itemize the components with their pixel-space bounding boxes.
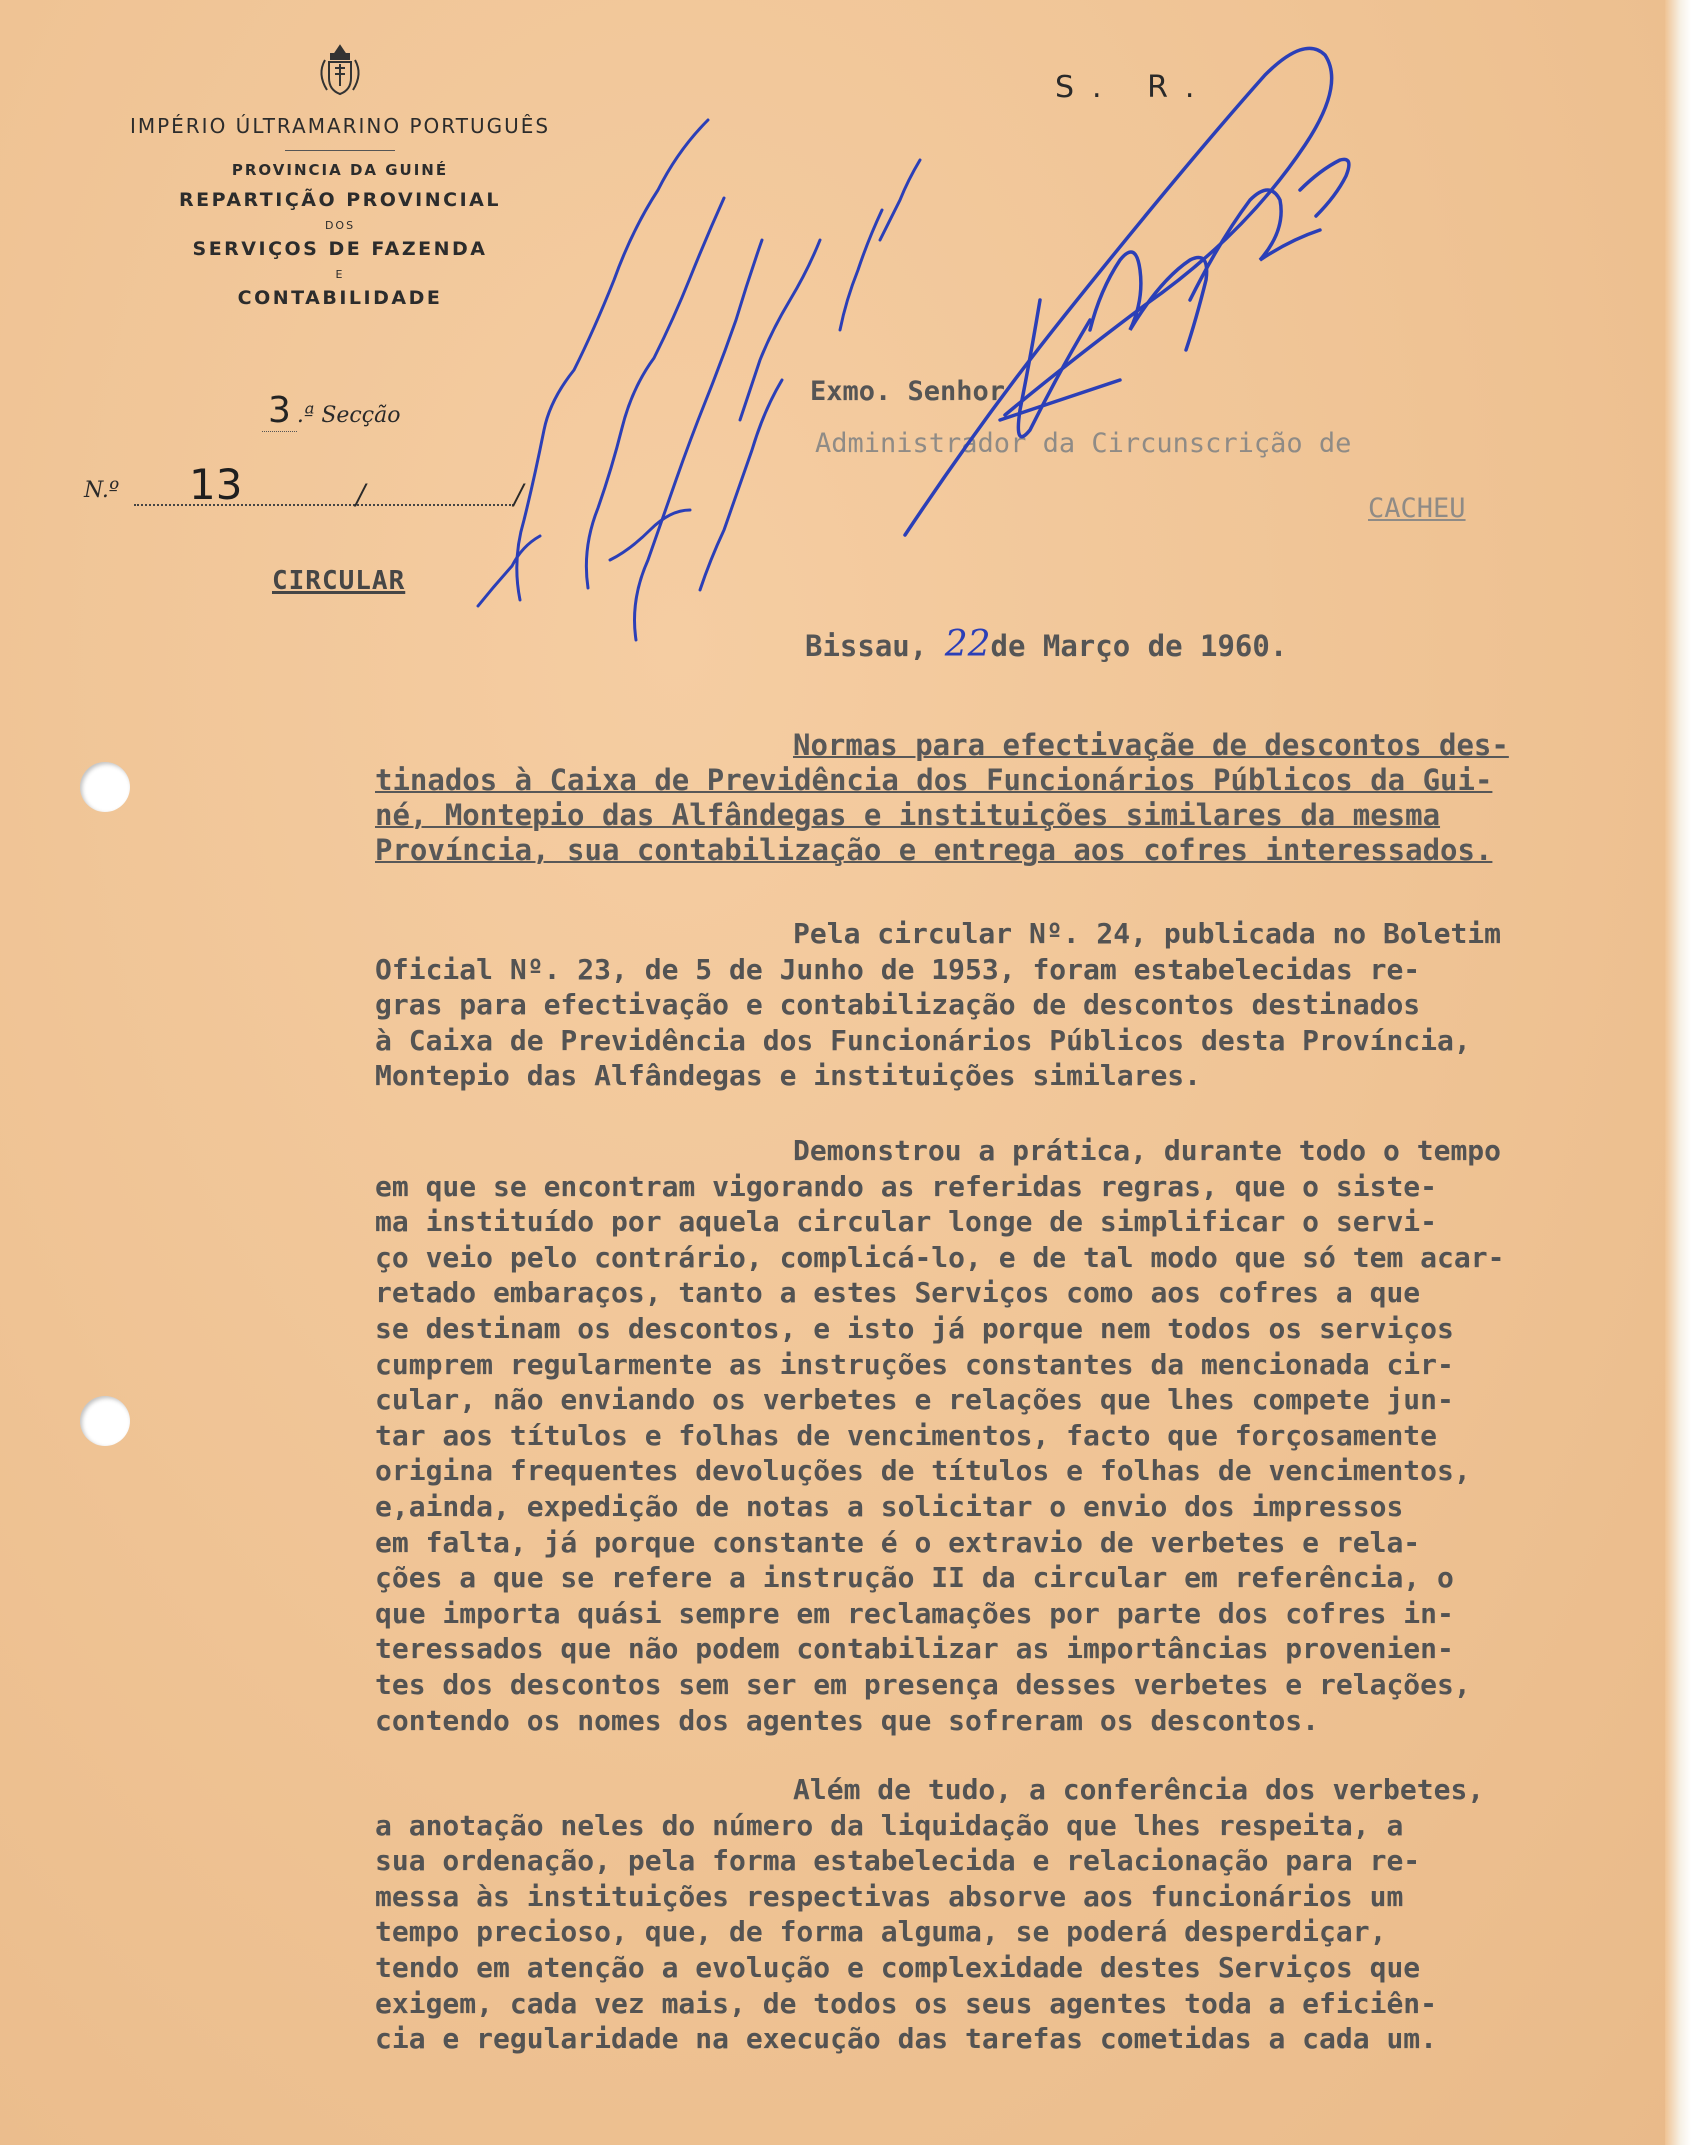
addressee-place: CACHEU (1368, 493, 1466, 524)
sr-mark: S. R. (1055, 70, 1213, 105)
paragraph-line: Além de tudo, a conferência dos verbetes, (793, 1773, 1485, 1806)
paragraph-line: que importa quási sempre em reclamações por parte dos cofres in- (375, 1596, 1454, 1630)
paragraph-line: origina frequentes devoluções de títulos e folhas de vencimentos, (375, 1454, 1471, 1488)
paragraph-line: gras para efectivação e contabilização de descontos destinados (375, 988, 1421, 1022)
date-place: Bissau, (805, 629, 928, 663)
letterhead (60, 40, 620, 309)
paragraph-line: e,ainda, expedição de notas a solicitar o envio dos impressos (375, 1489, 1404, 1523)
paragraph-line: Montepio das Alfândegas e instituições similares. (375, 1059, 1202, 1093)
paragraph-line: à Caixa de Previdência dos Funcionários Públicos desta Província, (375, 1023, 1471, 1057)
salutation: Exmo. Senhor (810, 376, 1006, 407)
subject-line: né, Montepio das Alfândegas e instituições similares da mesma (375, 798, 1441, 832)
punch-hole-top (80, 762, 130, 812)
section-number: 3 (262, 390, 297, 432)
paragraph-line: tendo em atenção a evolução e complexidade destes Serviços que (375, 1950, 1421, 1984)
paragraph-line: messa às instituições respectivas absorve aos funcionários um (375, 1879, 1404, 1913)
section-field (262, 390, 400, 431)
department-line-2: DOS (324, 219, 356, 232)
page-edge (1665, 0, 1691, 2145)
paragraph-line: exigem, cada vez mais, de todos os seus agentes toda a eficiên- (375, 1986, 1438, 2020)
paragraph-line: contendo os nomes dos agentes que sofreram os descontos. (375, 1703, 1320, 1737)
paragraph-line: em que se encontram vigorando as referidas regras, que o siste- (375, 1169, 1438, 1203)
paragraph-line: teressados que não podem contabilizar as importâncias provenien- (375, 1632, 1454, 1666)
section-label: .ª Secção (296, 403, 401, 428)
paragraph-line: Pela circular Nº. 24, publicada no Boletim (793, 917, 1502, 950)
date-rest: de Março de 1960. (990, 629, 1288, 663)
department-line-4: E (335, 268, 345, 281)
paragraph-line: a anotação neles do número da liquidação que lhes respeita, a (375, 1808, 1404, 1842)
reference-number: 13 (189, 460, 243, 509)
department-line-3: SERVIÇOS DE FAZENDA (192, 238, 488, 260)
department-line-5: CONTABILIDADE (237, 287, 443, 309)
paragraph-line: tes dos descontos sem ser em presença desses verbetes e relações, (375, 1667, 1471, 1701)
letterhead-divider (285, 150, 395, 151)
subject-line: Normas para efectivaçãe de descontos des- (793, 728, 1509, 762)
coat-of-arms-icon (309, 40, 371, 102)
paragraph-line: retado embaraços, tanto a estes Serviços como aos cofres a que (375, 1276, 1421, 1310)
subject-block (375, 728, 1650, 868)
paragraph-line: se destinam os descontos, e isto já porque nem todos os serviços (375, 1311, 1454, 1345)
paragraph-line: tempo precioso, que, de forma alguma, se poderá desperdiçar, (375, 1915, 1387, 1949)
paragraph-2 (375, 1133, 1650, 1738)
reference-number-field (84, 460, 524, 511)
paragraph-line: cumprem regularmente as instruções constantes da mencionada cir- (375, 1347, 1454, 1381)
paragraph-line: ma instituído por aquela circular longe de simplificar o servi- (375, 1205, 1438, 1239)
number-label: N.º (84, 478, 120, 503)
punch-hole-bottom (80, 1396, 130, 1446)
paragraph-3 (375, 1772, 1650, 2057)
document-type: CIRCULAR (272, 566, 406, 596)
paragraph-line: cular, não enviando os verbetes e relações que lhes compete jun- (375, 1383, 1454, 1417)
number-separator: / (514, 478, 524, 511)
paragraph-line: sua ordenação, pela forma estabelecida e relacionação para re- (375, 1844, 1421, 1878)
paragraph-line: Oficial Nº. 23, de 5 de Junho de 1953, foram estabelecidas re- (375, 952, 1421, 986)
paragraph-line: ções a que se refere a instrução II da circular em referência, o (375, 1561, 1454, 1595)
paragraph-line: em falta, já porque constante é o extravio de verbetes e rela- (375, 1525, 1421, 1559)
paragraph-1 (375, 916, 1650, 1094)
subject-line: tinados à Caixa de Previdência dos Funcionários Públicos da Gui- (375, 763, 1493, 797)
paragraph-line: ço veio pelo contrário, complicá-lo, e de tal modo que só tem acar- (375, 1240, 1505, 1274)
department-line-1: REPARTIÇÃO PROVINCIAL (179, 189, 501, 211)
date-day: 22 (944, 624, 991, 665)
paragraph-line: cia e regularidade na execução das tarefas cometidas a cada um. (375, 2022, 1438, 2056)
date-line (805, 624, 1287, 665)
paragraph-line: Demonstrou a prática, durante todo o tempo (793, 1134, 1502, 1167)
number-separator: / (356, 478, 366, 511)
letterhead-title: IMPÉRIO ÚLTRAMARINO PORTUGUÊS (129, 114, 551, 138)
number-dotted-line (134, 504, 514, 506)
province-name: PROVINCIA DA GUINÉ (231, 161, 449, 179)
paragraph-line: tar aos títulos e folhas de vencimentos, facto que forçosamente (375, 1418, 1438, 1452)
subject-line: Província, sua contabilização e entrega aos cofres interessados. (375, 833, 1493, 867)
addressee-title: Administrador da Circunscrição de (815, 428, 1352, 459)
